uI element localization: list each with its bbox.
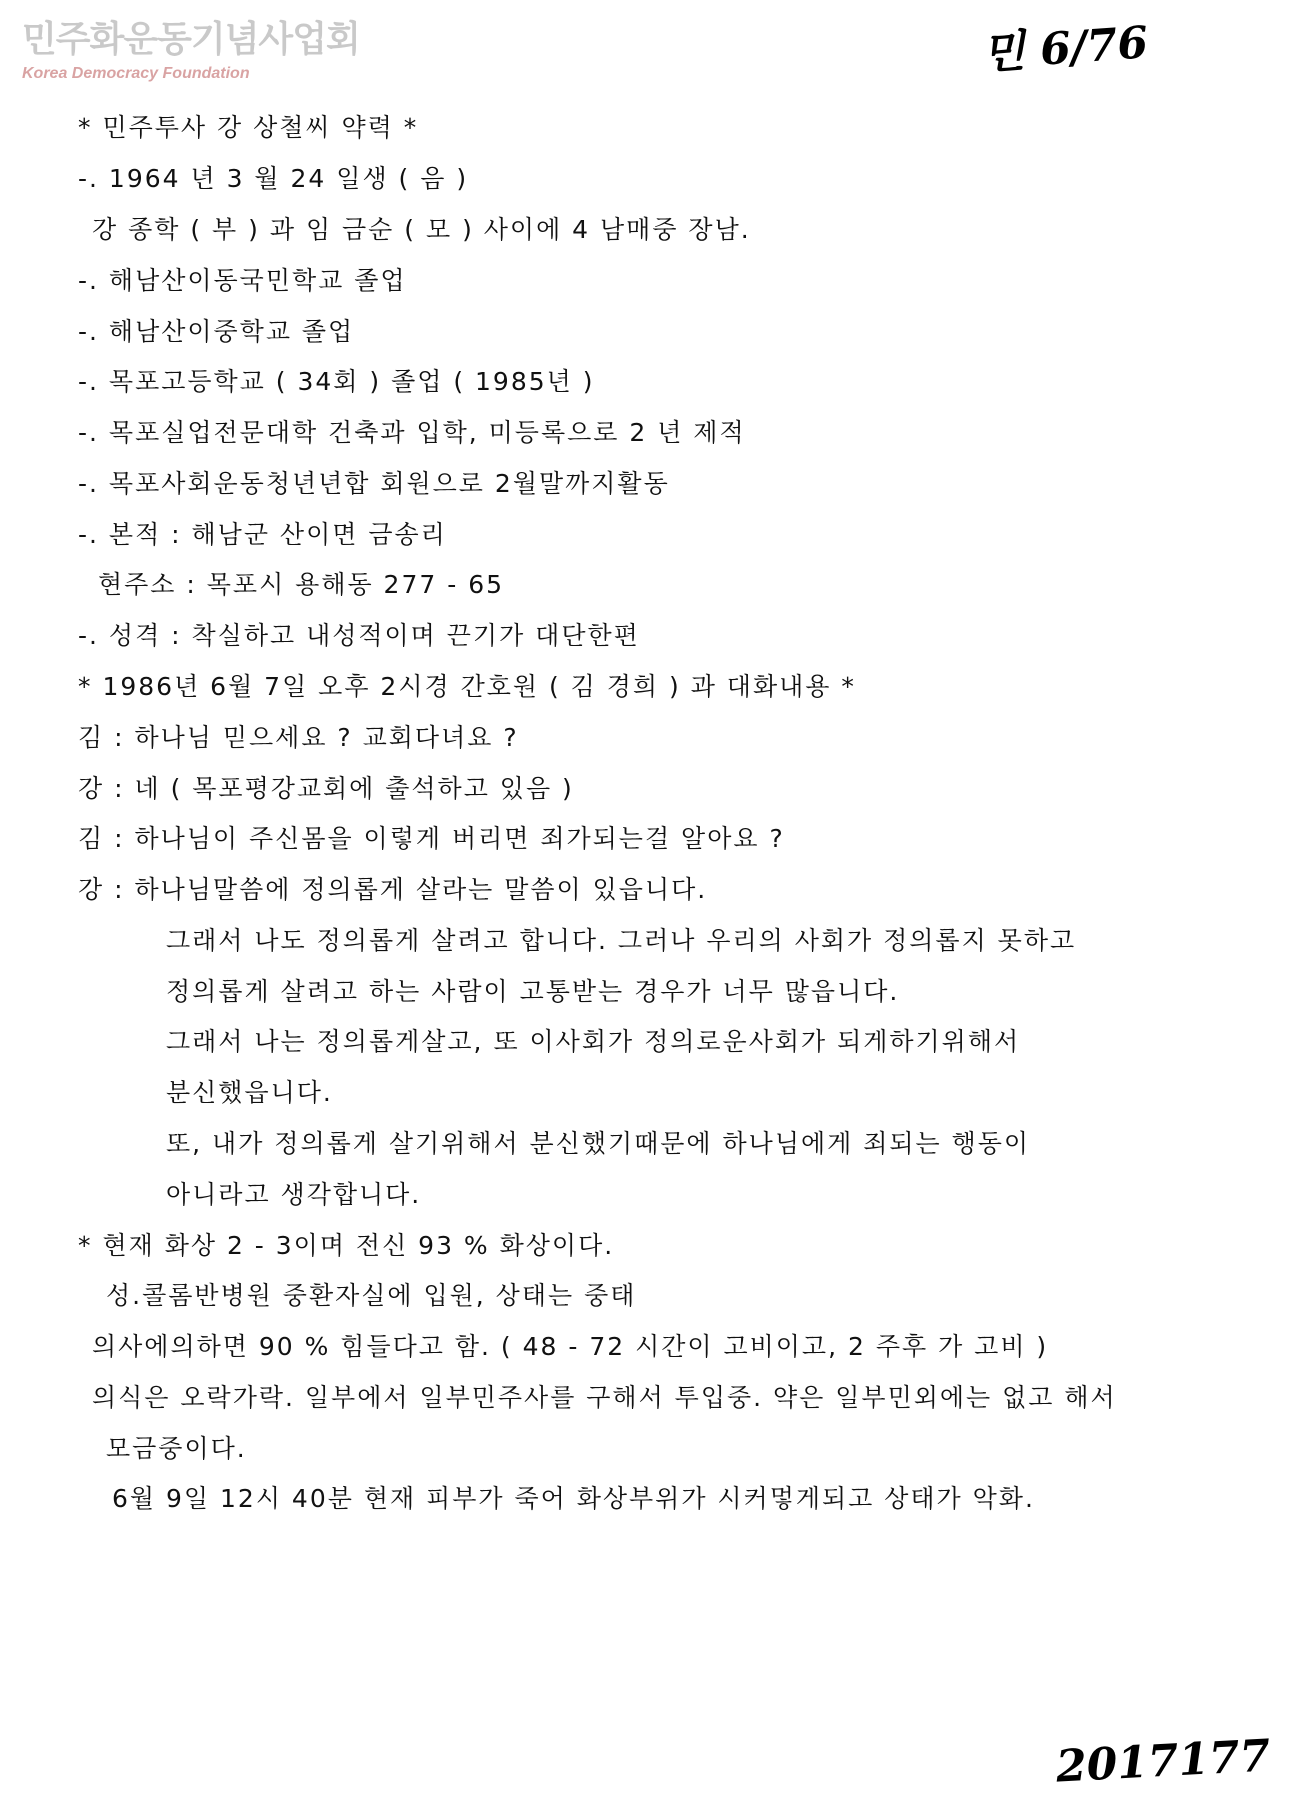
- text-line: -. 해남산이중학교 졸업: [78, 317, 355, 346]
- text-line: 아니라고 생각합니다.: [166, 1180, 422, 1209]
- text-line: 현주소 : 목포시 용해동 277 - 65: [98, 570, 505, 599]
- handwritten-document-number: 민 6/76: [980, 17, 1150, 80]
- text-line: -. 목포고등학교 ( 34회 ) 졸업 ( 1985년 ): [78, 367, 595, 396]
- text-line: * 현재 화상 2 - 3이며 전신 93 % 화상이다.: [78, 1231, 615, 1260]
- text-line: -. 1964 년 3 월 24 일생 ( 음 ): [78, 164, 469, 193]
- handwritten-archive-number: 2017177: [1054, 1730, 1272, 1793]
- text-line: -. 본적 : 해남군 산이면 금송리: [78, 520, 447, 549]
- text-line: 강 종학 ( 부 ) 과 임 금순 ( 모 ) 사이에 4 남매중 장남.: [92, 215, 751, 244]
- text-line: 김 : 하나님 믿으세요 ? 교회다녀요 ?: [78, 723, 519, 752]
- text-line: -. 성격 : 착실하고 내성적이며 끈기가 대단한편: [78, 621, 640, 650]
- foundation-logo-watermark: [22, 18, 360, 84]
- text-line: 분신했읍니다.: [166, 1078, 333, 1107]
- text-line: 정의롭게 살려고 하는 사람이 고통받는 경우가 너무 많읍니다.: [166, 977, 900, 1006]
- text-line: * 민주투사 강 상철씨 약력 *: [78, 113, 419, 142]
- text-line: 의사에의하면 90 % 힘들다고 함. ( 48 - 72 시간이 고비이고, 2 주후 가 고비 ): [92, 1332, 1049, 1361]
- text-line: 김 : 하나님이 주신몸을 이렇게 버리면 죄가되는걸 알아요 ?: [78, 824, 785, 853]
- text-line: 강 : 하나님말씀에 정의롭게 살라는 말씀이 있읍니다.: [78, 875, 708, 904]
- logo-korean-text: 민주화운동기념사업회: [22, 19, 360, 60]
- text-line: 강 : 네 ( 목포평강교회에 출석하고 있음 ): [78, 774, 574, 803]
- text-line: -. 해남산이동국민학교 졸업: [78, 266, 407, 295]
- text-line: * 1986년 6월 7일 오후 2시경 간호원 ( 김 경희 ) 과 대화내용 *: [78, 672, 856, 701]
- text-line: -. 목포실업전문대학 건축과 입학, 미등록으로 2 년 제적: [78, 418, 746, 447]
- text-line: -. 목포사회운동청년년합 회원으로 2월말까지활동: [78, 469, 670, 498]
- text-line: 모금중이다.: [106, 1434, 247, 1463]
- text-line: 또, 내가 정의롭게 살기위해서 분신했기때문에 하나님에게 죄되는 행동이: [166, 1129, 1031, 1158]
- text-line: 성.콜롬반병원 중환자실에 입원, 상태는 중태: [106, 1281, 637, 1310]
- logo-english-text: Korea Democracy Foundation: [22, 65, 250, 82]
- text-line: 6월 9일 12시 40분 현재 피부가 죽어 화상부위가 시커멓게되고 상태가 악화.: [112, 1484, 1035, 1513]
- text-line: 의식은 오락가락. 일부에서 일부민주사를 구해서 투입중. 약은 일부민외에는 없고 해서: [92, 1383, 1117, 1412]
- text-line: 그래서 나도 정의롭게 살려고 합니다. 그러나 우리의 사회가 정의롭지 못하고: [166, 926, 1077, 955]
- text-line: 그래서 나는 정의롭게살고, 또 이사회가 정의로운사회가 되게하기위해서: [166, 1027, 1021, 1056]
